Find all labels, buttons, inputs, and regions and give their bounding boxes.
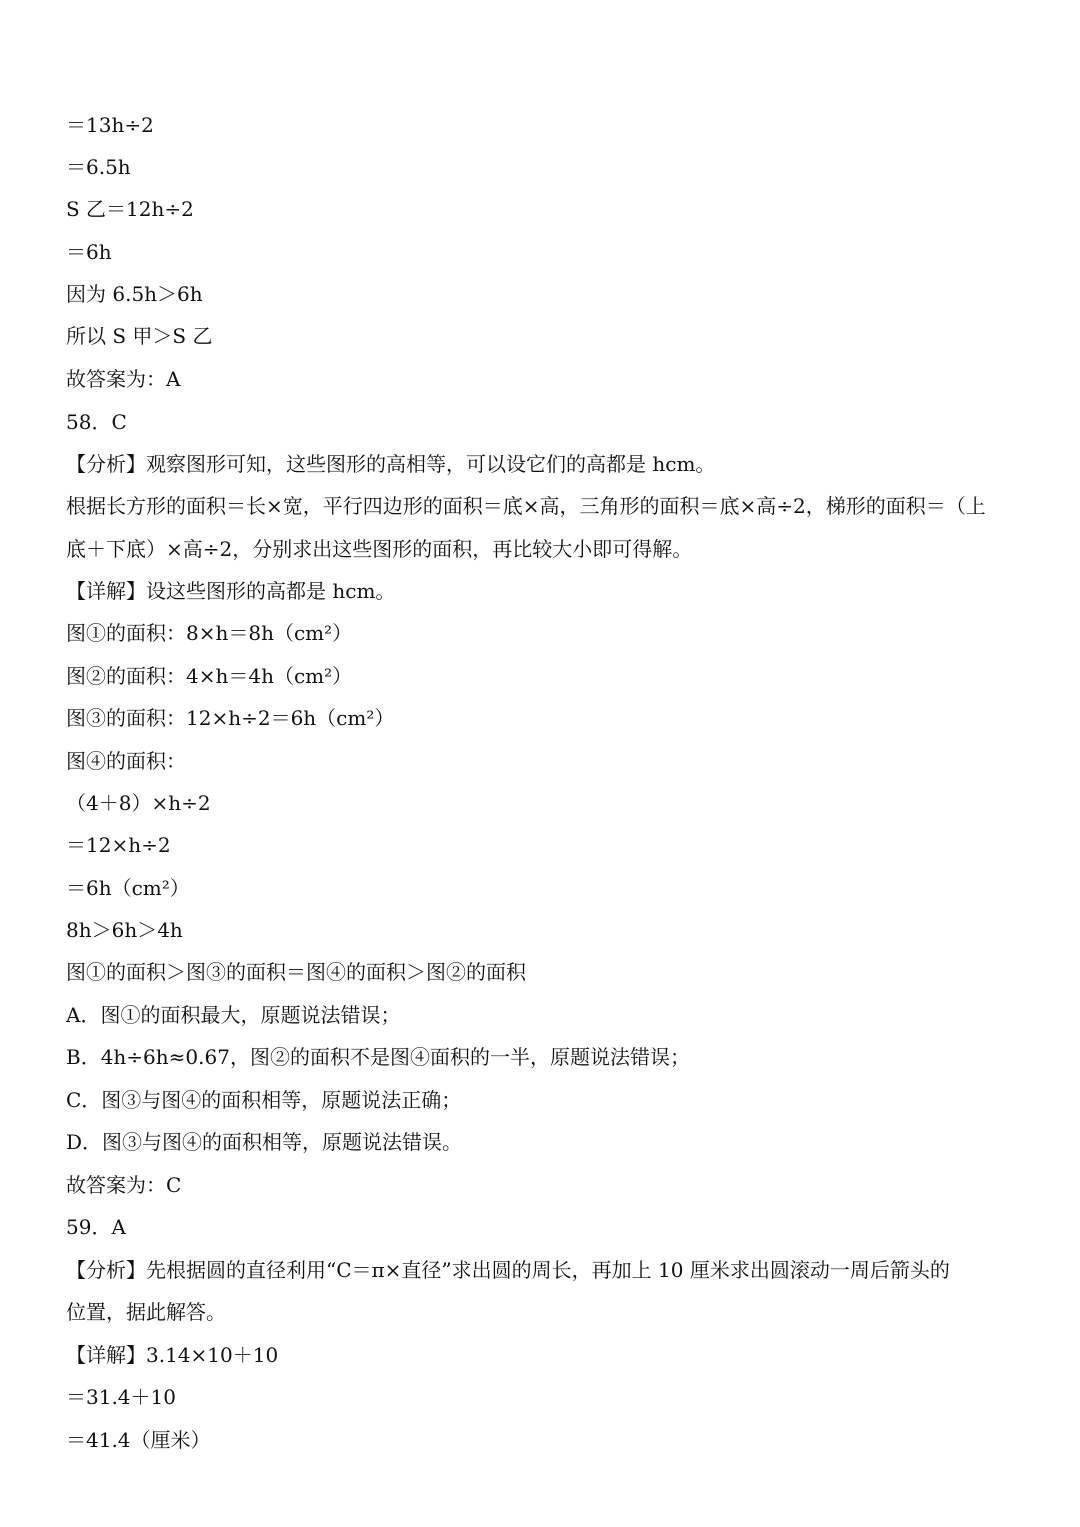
option-d-text: D．图③与图④的面积相等，原题说法错误。 <box>66 1130 463 1154</box>
text-line: 图①的面积：8×h＝8h（cm²） <box>66 621 353 645</box>
question-number: 59．A <box>66 1215 126 1239</box>
analysis-text: 【分析】先根据圆的直径利用“C＝π×直径”求出圆的周长，再加上 10 厘米求出圆滚动一周后箭头的 <box>66 1258 950 1282</box>
text-line: ＝6h（cm²） <box>66 876 190 900</box>
text-line: ＝13h÷2 <box>66 113 154 137</box>
text-line: 所以 S 甲＞S 乙 <box>66 324 213 348</box>
analysis-text: 【分析】观察图形可知，这些图形的高相等，可以设它们的高都是 hcm。 <box>66 452 716 476</box>
option-c-text: C．图③与图④的面积相等，原题说法正确； <box>66 1088 462 1112</box>
detail-text: 【详解】设这些图形的高都是 hcm。 <box>66 579 396 603</box>
option-a-text: A．图①的面积最大，原题说法错误； <box>66 1003 401 1027</box>
text-line: 故答案为：A <box>66 367 181 391</box>
text-line: 图④的面积： <box>66 749 186 773</box>
text-line: （4＋8）×h÷2 <box>66 791 211 815</box>
text-line: 图②的面积：4×h＝4h（cm²） <box>66 664 353 688</box>
text-line: 故答案为：C <box>66 1173 182 1197</box>
detail-text: 【详解】3.14×10＋10 <box>66 1343 279 1367</box>
text-line: ＝6h <box>66 240 112 264</box>
text-line: ＝41.4（厘米） <box>66 1428 211 1452</box>
text-line: 根据长方形的面积＝长×宽，平行四边形的面积＝底×高，三角形的面积＝底×高÷2，梯形的面积＝（上 <box>66 494 986 518</box>
text-line: 位置，据此解答。 <box>66 1300 226 1324</box>
text-line: S 乙＝12h÷2 <box>66 197 194 221</box>
text-line: 因为 6.5h＞6h <box>66 282 203 306</box>
text-line: ＝31.4＋10 <box>66 1385 176 1409</box>
text-line: 图③的面积：12×h÷2＝6h（cm²） <box>66 706 395 730</box>
question-number: 58．C <box>66 410 127 434</box>
text-line: 底＋下底）×高÷2，分别求出这些图形的面积，再比较大小即可得解。 <box>66 537 693 561</box>
text-line: 图①的面积＞图③的面积＝图④的面积＞图②的面积 <box>66 960 526 984</box>
text-line: 8h＞6h＞4h <box>66 918 183 942</box>
text-line: ＝12×h÷2 <box>66 833 171 857</box>
text-line: ＝6.5h <box>66 155 131 179</box>
option-b-text: B．4h÷6h≈0.67，图②的面积不是图④面积的一半，原题说法错误； <box>66 1045 690 1069</box>
